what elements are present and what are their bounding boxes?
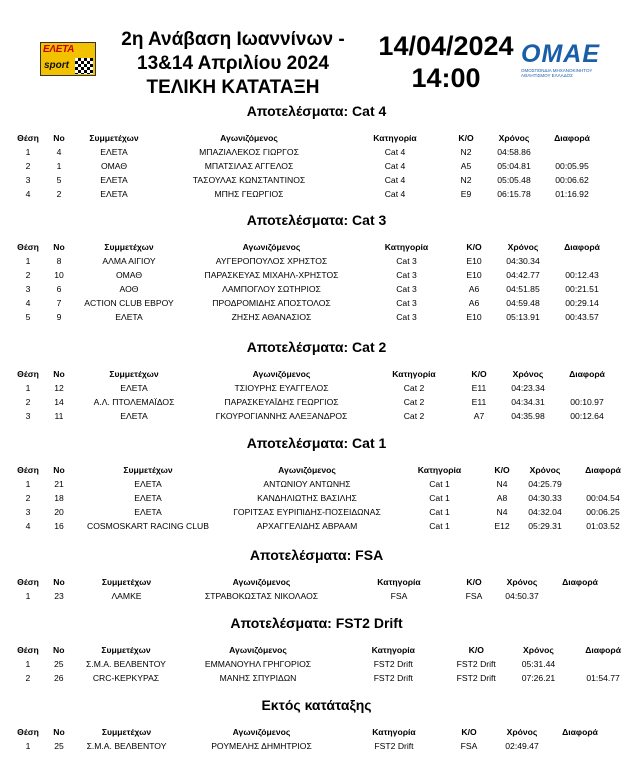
cell-entrant: ACTION CLUB ΕΒΡΟΥ <box>84 298 174 308</box>
cell-class: FSA <box>460 741 478 751</box>
cell-position: 1 <box>25 479 31 489</box>
table-row <box>12 310 612 324</box>
cell-number: 23 <box>54 591 64 601</box>
cell-gap <box>557 381 617 395</box>
cell-category: Cat 4 <box>384 147 406 157</box>
cell-entrant: ΟΜΑΘ <box>115 270 143 280</box>
event-title <box>108 28 358 100</box>
cell-position: 1 <box>25 147 31 157</box>
cell-category: Cat 2 <box>403 411 425 421</box>
cell-number: 18 <box>54 493 64 503</box>
cell-entrant: ΕΛΕΤΑ <box>100 147 128 157</box>
cell-number: 21 <box>54 479 64 489</box>
results-table <box>12 725 610 753</box>
column-header-position: Θέση <box>17 133 39 143</box>
cell-position: 2 <box>25 270 31 280</box>
cell-time: 04:32.04 <box>528 507 562 517</box>
cell-category: Cat 3 <box>396 256 417 266</box>
column-header-class: Κ/Ο <box>458 133 474 143</box>
cell-gap: 00:10.97 <box>570 397 604 407</box>
column-header-position: Θέση <box>17 242 39 252</box>
cell-category: Cat 3 <box>396 298 417 308</box>
cell-position: 1 <box>25 256 31 266</box>
cell-class: FSA <box>465 591 483 601</box>
column-header-entrant: Συμμετέχων <box>101 645 151 655</box>
cell-category: Cat 1 <box>429 507 450 517</box>
table-row <box>12 519 633 533</box>
cell-category: Cat 4 <box>384 189 406 199</box>
cell-driver: ΠΑΡΑΣΚΕΥΑΣ ΜΙΧΑΗΛ-ΧΡΗΣΤΟΣ <box>204 270 339 280</box>
column-header-time: Χρόνος <box>507 242 539 252</box>
cell-category: Cat 1 <box>429 521 450 531</box>
cell-class: E9 <box>460 189 472 199</box>
table-row <box>12 268 612 282</box>
column-header-category: Κατηγορία <box>371 645 415 655</box>
cell-driver: ΑΥΓΕΡΟΠΟΥΛΟΣ ΧΡΗΣΤΟΣ <box>215 256 328 266</box>
column-header-gap: Διαφορά <box>585 465 621 475</box>
table-header-row <box>12 240 612 254</box>
cell-number: 6 <box>56 284 62 294</box>
column-header-driver: Αγωνιζόμενος <box>220 133 278 143</box>
cell-gap <box>550 589 610 603</box>
cell-position: 1 <box>25 659 31 669</box>
cell-time: 05:13.91 <box>506 312 540 322</box>
column-header-time: Χρόνος <box>523 645 554 655</box>
column-header-entrant: Συμμετέχων <box>101 577 152 587</box>
cell-gap: 00:43.57 <box>565 312 599 322</box>
table-row <box>12 589 610 603</box>
cell-time: 04:23.34 <box>511 383 545 393</box>
cell-class: FST2 Drift <box>456 673 496 683</box>
cell-entrant: ΕΛΕΤΑ <box>100 175 128 185</box>
table-row <box>12 282 612 296</box>
cell-category: Cat 2 <box>403 383 425 393</box>
cell-entrant: Σ.Μ.Α. ΒΕΛΒΕΝΤΟΥ <box>86 659 166 669</box>
cell-class: FST2 Drift <box>456 659 496 669</box>
cell-driver: ΚΑΝΔΗΛΙΩΤΗΣ ΒΑΣΙΛΗΣ <box>257 493 357 503</box>
cell-class: A6 <box>468 284 480 294</box>
column-header-gap: Διαφορά <box>564 242 600 252</box>
table-header-row <box>12 367 617 381</box>
results-table <box>12 643 633 685</box>
cell-gap: 00:04.54 <box>586 493 620 503</box>
cell-number: 25 <box>53 659 64 669</box>
column-header-driver: Αγωνιζόμενος <box>278 465 336 475</box>
table-row <box>12 159 602 173</box>
cell-time: 04:25.79 <box>528 479 562 489</box>
column-header-class: Κ/Ο <box>471 369 487 379</box>
results-table <box>12 463 633 533</box>
column-header-category: Κατηγορία <box>417 465 462 475</box>
results-table <box>12 131 602 201</box>
cell-class: E10 <box>466 312 482 322</box>
cell-entrant: ΕΛΕΤΑ <box>120 411 148 421</box>
column-header-time: Χρόνος <box>512 369 544 379</box>
cell-gap: 00:12.64 <box>570 411 604 421</box>
cell-time: 04:30.33 <box>528 493 562 503</box>
column-header-class: Κ/Ο <box>494 465 510 475</box>
cell-number: 26 <box>53 673 64 683</box>
cell-entrant: ΑΟΘ <box>119 284 139 294</box>
cell-number: 20 <box>54 507 64 517</box>
cell-class: A6 <box>468 298 480 308</box>
cell-number: 8 <box>56 256 62 266</box>
column-header-gap: Διαφορά <box>554 133 590 143</box>
cell-position: 4 <box>25 521 31 531</box>
cell-class: N2 <box>460 147 472 157</box>
cell-driver: ΛΑΜΠΟΓΛΟΥ ΣΩΤΗΡΙΟΣ <box>222 284 321 294</box>
column-header-gap: Διαφορά <box>569 369 605 379</box>
column-header-number: Νο <box>53 577 65 587</box>
cell-driver: ΓΚΟΥΡΟΓΙΑΝΝΗΣ ΑΛΕΞΑΝΔΡΟΣ <box>215 411 348 421</box>
cell-number: 14 <box>54 397 64 407</box>
column-header-number: Νο <box>53 727 65 737</box>
cell-gap <box>542 145 602 159</box>
column-header-driver: Αγωνιζόμενος <box>232 727 291 737</box>
cell-category: FSA <box>390 591 408 601</box>
results-table <box>12 575 610 603</box>
cell-number: 4 <box>56 147 62 157</box>
column-header-time: Χρόνος <box>498 133 530 143</box>
cell-time: 04:58.86 <box>497 147 531 157</box>
cell-driver: ΕΜΜΑΝΟΥΗΛ ΓΡΗΓΟΡΙΟΣ <box>204 659 312 669</box>
cell-driver: ΤΣΙΟΥΡΗΣ ΕΥΑΓΓΕΛΟΣ <box>234 383 329 393</box>
cell-time: 04:51.85 <box>506 284 540 294</box>
table-row <box>12 657 633 671</box>
omae-logo <box>521 40 601 90</box>
table-row <box>12 173 602 187</box>
cell-category: FST2 Drift <box>373 659 413 669</box>
column-header-number: Νο <box>53 133 65 143</box>
cell-driver: ΠΡΟΔΡΟΜΙΔΗΣ ΑΠΟΣΤΟΛΟΣ <box>212 298 331 308</box>
cell-number: 11 <box>54 411 64 421</box>
cell-class: E12 <box>494 521 510 531</box>
cell-class: E11 <box>471 383 487 393</box>
cell-category: Cat 2 <box>403 397 425 407</box>
cell-driver: ΤΑΣΟΥΛΑΣ ΚΩΝΣΤΑΝΤΙΝΟΣ <box>192 175 306 185</box>
cell-gap <box>573 657 633 671</box>
cell-entrant: COSMOSKART RACING CLUB <box>87 521 209 531</box>
column-header-position: Θέση <box>17 577 39 587</box>
column-header-number: Νο <box>53 465 65 475</box>
cell-entrant: ΕΛΕΤΑ <box>120 383 148 393</box>
cell-position: 2 <box>25 161 31 171</box>
cell-position: 1 <box>25 591 31 601</box>
cell-gap: 00:12.43 <box>565 270 599 280</box>
event-date: 14/04/2024 <box>378 31 514 61</box>
cell-time: 02:49.47 <box>505 741 539 751</box>
cell-time: 04:59.48 <box>506 298 540 308</box>
cell-position: 1 <box>25 741 31 751</box>
section-title: Αποτελέσματα: FSA <box>249 547 384 563</box>
cell-gap <box>550 739 610 753</box>
cell-time: 06:15.78 <box>497 189 531 199</box>
cell-position: 3 <box>25 507 31 517</box>
column-header-position: Θέση <box>17 727 39 737</box>
cell-class: N4 <box>496 507 508 517</box>
table-row <box>12 296 612 310</box>
cell-number: 5 <box>56 175 62 185</box>
cell-number: 10 <box>54 270 64 280</box>
column-header-position: Θέση <box>17 465 39 475</box>
cell-gap: 01:03.52 <box>586 521 620 531</box>
column-header-category: Κατηγορία <box>377 577 421 587</box>
column-header-category: Κατηγορία <box>384 242 429 252</box>
table-header-row <box>12 131 602 145</box>
event-time: 14:00 <box>411 63 481 93</box>
page-header <box>0 0 633 100</box>
cell-position: 3 <box>25 284 31 294</box>
section-title: Αποτελέσματα: Cat 3 <box>246 212 387 228</box>
column-header-class: Κ/Ο <box>466 577 482 587</box>
cell-driver: ΜΠΗΣ ΓΕΩΡΓΙΟΣ <box>214 189 284 199</box>
table-row <box>12 381 617 395</box>
column-header-gap: Διαφορά <box>562 577 598 587</box>
table-header-row <box>12 725 610 739</box>
cell-gap: 00:06.62 <box>555 175 589 185</box>
cell-entrant: CRC-ΚΕΡΚΥΡΑΣ <box>92 673 160 683</box>
cell-driver: ΜΠΑΖΙΑΛΕΚΟΣ ΓΙΩΡΓΟΣ <box>199 147 299 157</box>
results-table <box>12 240 612 324</box>
table-row <box>12 491 633 505</box>
cell-gap <box>573 477 633 491</box>
column-header-entrant: Συμμετέχων <box>89 133 139 143</box>
cell-gap: 00:29.14 <box>565 298 599 308</box>
cell-time: 04:34.31 <box>511 397 545 407</box>
title-line-3: ΤΕΛΙΚΗ ΚΑΤΑΤΑΞΗ <box>146 77 320 98</box>
section-title: Αποτελέσματα: Cat 1 <box>246 435 387 451</box>
cell-position: 1 <box>25 383 31 393</box>
cell-number: 12 <box>54 383 64 393</box>
cell-category: Cat 4 <box>384 161 406 171</box>
cell-position: 2 <box>25 673 31 683</box>
omae-logo-text: ΟΜΑΕ <box>521 40 600 68</box>
cell-category: Cat 3 <box>396 312 417 322</box>
column-header-gap: Διαφορά <box>585 645 622 655</box>
column-header-time: Χρόνος <box>529 465 561 475</box>
section-title: Αποτελέσματα: FST2 Drift <box>230 615 403 631</box>
cell-category: Cat 1 <box>429 493 450 503</box>
cell-class: N4 <box>496 479 508 489</box>
cell-position: 2 <box>25 493 31 503</box>
column-header-class: Κ/Ο <box>468 645 484 655</box>
column-header-entrant: Συμμετέχων <box>101 727 152 737</box>
table-row <box>12 739 610 753</box>
cell-entrant: ΛΑΜΚΕ <box>111 591 142 601</box>
cell-class: E11 <box>471 397 487 407</box>
cell-driver: ΖΗΣΗΣ ΑΘΑΝΑΣΙΟΣ <box>231 312 312 322</box>
cell-class: A7 <box>473 411 485 421</box>
cell-gap: 00:06.25 <box>586 507 620 517</box>
cell-class: E10 <box>466 270 482 280</box>
cell-number: 9 <box>56 312 62 322</box>
cell-category: FST2 Drift <box>373 673 413 683</box>
cell-entrant: ΕΛΕΤΑ <box>134 507 162 517</box>
cell-position: 4 <box>25 189 31 199</box>
cell-time: 04:35.98 <box>511 411 545 421</box>
cell-class: E10 <box>466 256 482 266</box>
table-row <box>12 395 617 409</box>
logo-left-top: ΕΛΕΤΑ <box>43 44 75 55</box>
cell-class: N2 <box>460 175 472 185</box>
column-header-entrant: Συμμετέχων <box>109 369 159 379</box>
column-header-category: Κατηγορία <box>373 133 417 143</box>
cell-position: 4 <box>25 298 31 308</box>
column-header-driver: Αγωνιζόμενος <box>242 242 301 252</box>
column-header-driver: Αγωνιζόμενος <box>252 369 311 379</box>
cell-driver: ΑΡΧΑΓΓΕΛΙΔΗΣ ΑΒΡΑΑΜ <box>256 521 358 531</box>
table-row <box>12 409 617 423</box>
column-header-driver: Αγωνιζόμενος <box>232 577 291 587</box>
cell-driver: ΑΝΤΩΝΙΟΥ ΑΝΤΩΝΗΣ <box>263 479 351 489</box>
cell-position: 5 <box>25 312 31 322</box>
section-title: Αποτελέσματα: Cat 2 <box>246 339 387 355</box>
cell-number: 1 <box>56 161 62 171</box>
date-time-block <box>366 30 526 94</box>
section-title: Εκτός κατάταξης <box>261 697 372 713</box>
cell-driver: ΜΑΝΗΣ ΣΠΥΡΙΔΩΝ <box>219 673 297 683</box>
checkered-flag-icon <box>75 58 93 74</box>
cell-position: 3 <box>25 411 31 421</box>
cell-driver: ΣΤΡΑΒΟΚΩΣΤΑΣ ΝΙΚΟΛΑΟΣ <box>204 591 319 601</box>
cell-time: 07:26.21 <box>521 673 556 683</box>
cell-category: Cat 1 <box>429 479 450 489</box>
cell-time: 04:42.77 <box>506 270 540 280</box>
cell-gap: 01:54.77 <box>586 673 620 683</box>
column-header-position: Θέση <box>17 369 39 379</box>
cell-entrant: Σ.Μ.Α. ΒΕΛΒΕΝΤΟΥ <box>86 741 167 751</box>
table-header-row <box>12 575 610 589</box>
cell-entrant: ΟΜΑΘ <box>100 161 128 171</box>
cell-entrant: ΕΛΕΤΑ <box>115 312 143 322</box>
column-header-gap: Διαφορά <box>562 727 598 737</box>
cell-driver: ΠΑΡΑΣΚΕΥΑΪΔΗΣ ΓΕΩΡΓΙΟΣ <box>224 397 339 407</box>
cell-entrant: ΕΛΕΤΑ <box>134 479 162 489</box>
cell-number: 25 <box>54 741 64 751</box>
column-header-category: Κατηγορία <box>392 369 436 379</box>
cell-entrant: ΑΛΜΑ ΑΙΓΙΟΥ <box>102 256 156 266</box>
cell-time: 05:05.48 <box>497 175 531 185</box>
cell-gap: 01:16.92 <box>555 189 589 199</box>
cell-class: A5 <box>460 161 472 171</box>
table-row <box>12 187 602 201</box>
cell-category: Cat 3 <box>396 270 417 280</box>
column-header-time: Χρόνος <box>506 727 538 737</box>
cell-entrant: ΕΛΕΤΑ <box>134 493 162 503</box>
title-line-1: 2η Ανάβαση Ιωαννίνων - <box>121 29 345 50</box>
cell-number: 2 <box>56 189 62 199</box>
table-row <box>12 254 612 268</box>
cell-number: 7 <box>56 298 62 308</box>
cell-number: 16 <box>54 521 64 531</box>
cell-position: 2 <box>25 397 31 407</box>
column-header-number: Νο <box>53 242 65 252</box>
column-header-class: Κ/Ο <box>466 242 482 252</box>
cell-time: 05:31.44 <box>521 659 556 669</box>
cell-time: 04:30.34 <box>506 256 540 266</box>
column-header-number: Νο <box>53 369 65 379</box>
cell-category: FST2 Drift <box>374 741 414 751</box>
cell-class: A8 <box>496 493 508 503</box>
cell-gap <box>552 254 612 268</box>
cell-gap: 00:05.95 <box>555 161 589 171</box>
cell-driver: ΡΟΥΜΕΛΗΣ ΔΗΜΗΤΡΙΟΣ <box>211 741 312 751</box>
cell-gap: 00:21.51 <box>565 284 599 294</box>
eleta-sport-logo <box>40 42 96 76</box>
column-header-category: Κατηγορία <box>372 727 416 737</box>
column-header-position: Θέση <box>17 645 39 655</box>
column-header-number: Νο <box>53 645 65 655</box>
table-header-row <box>12 643 633 657</box>
cell-position: 3 <box>25 175 31 185</box>
title-line-2: 13&14 Απριλίου 2024 <box>137 53 329 74</box>
cell-category: Cat 4 <box>384 175 406 185</box>
results-table <box>12 367 617 423</box>
table-row <box>12 477 633 491</box>
cell-driver: ΓΟΡΙΤΣΑΣ ΕΥΡΙΠΙΔΗΣ-ΠΟΣΕΙΔΩΝΑΣ <box>233 507 381 517</box>
table-row <box>12 671 633 685</box>
table-header-row <box>12 463 633 477</box>
cell-driver: ΜΠΑΤΣΙΛΑΣ ΑΓΓΕΛΟΣ <box>204 161 294 171</box>
omae-logo-subtext: ΟΜΟΣΠΟΝΔΙΑ ΜΗΧΑΝΟΚΙΝΗΤΟΥ ΑΘΛΗΤΙΣΜΟΥ ΕΛΛΑΔΟΣ <box>521 68 593 78</box>
table-row <box>12 145 602 159</box>
column-header-time: Χρόνος <box>506 577 538 587</box>
column-header-driver: Αγωνιζόμενος <box>229 645 287 655</box>
column-header-entrant: Συμμετέχων <box>123 465 173 475</box>
column-header-class: Κ/Ο <box>461 727 477 737</box>
cell-time: 05:04.81 <box>497 161 531 171</box>
column-header-entrant: Συμμετέχων <box>104 242 154 252</box>
table-row <box>12 505 633 519</box>
cell-category: Cat 3 <box>396 284 417 294</box>
cell-time: 04:50.37 <box>505 591 539 601</box>
section-title: Αποτελέσματα: Cat 4 <box>246 103 387 119</box>
logo-left-bottom: sport <box>44 60 69 71</box>
cell-time: 05:29.31 <box>528 521 562 531</box>
cell-entrant: ΕΛΕΤΑ <box>100 189 128 199</box>
cell-entrant: Α.Λ. ΠΤΟΛΕΜΑΪΔΟΣ <box>93 397 175 407</box>
